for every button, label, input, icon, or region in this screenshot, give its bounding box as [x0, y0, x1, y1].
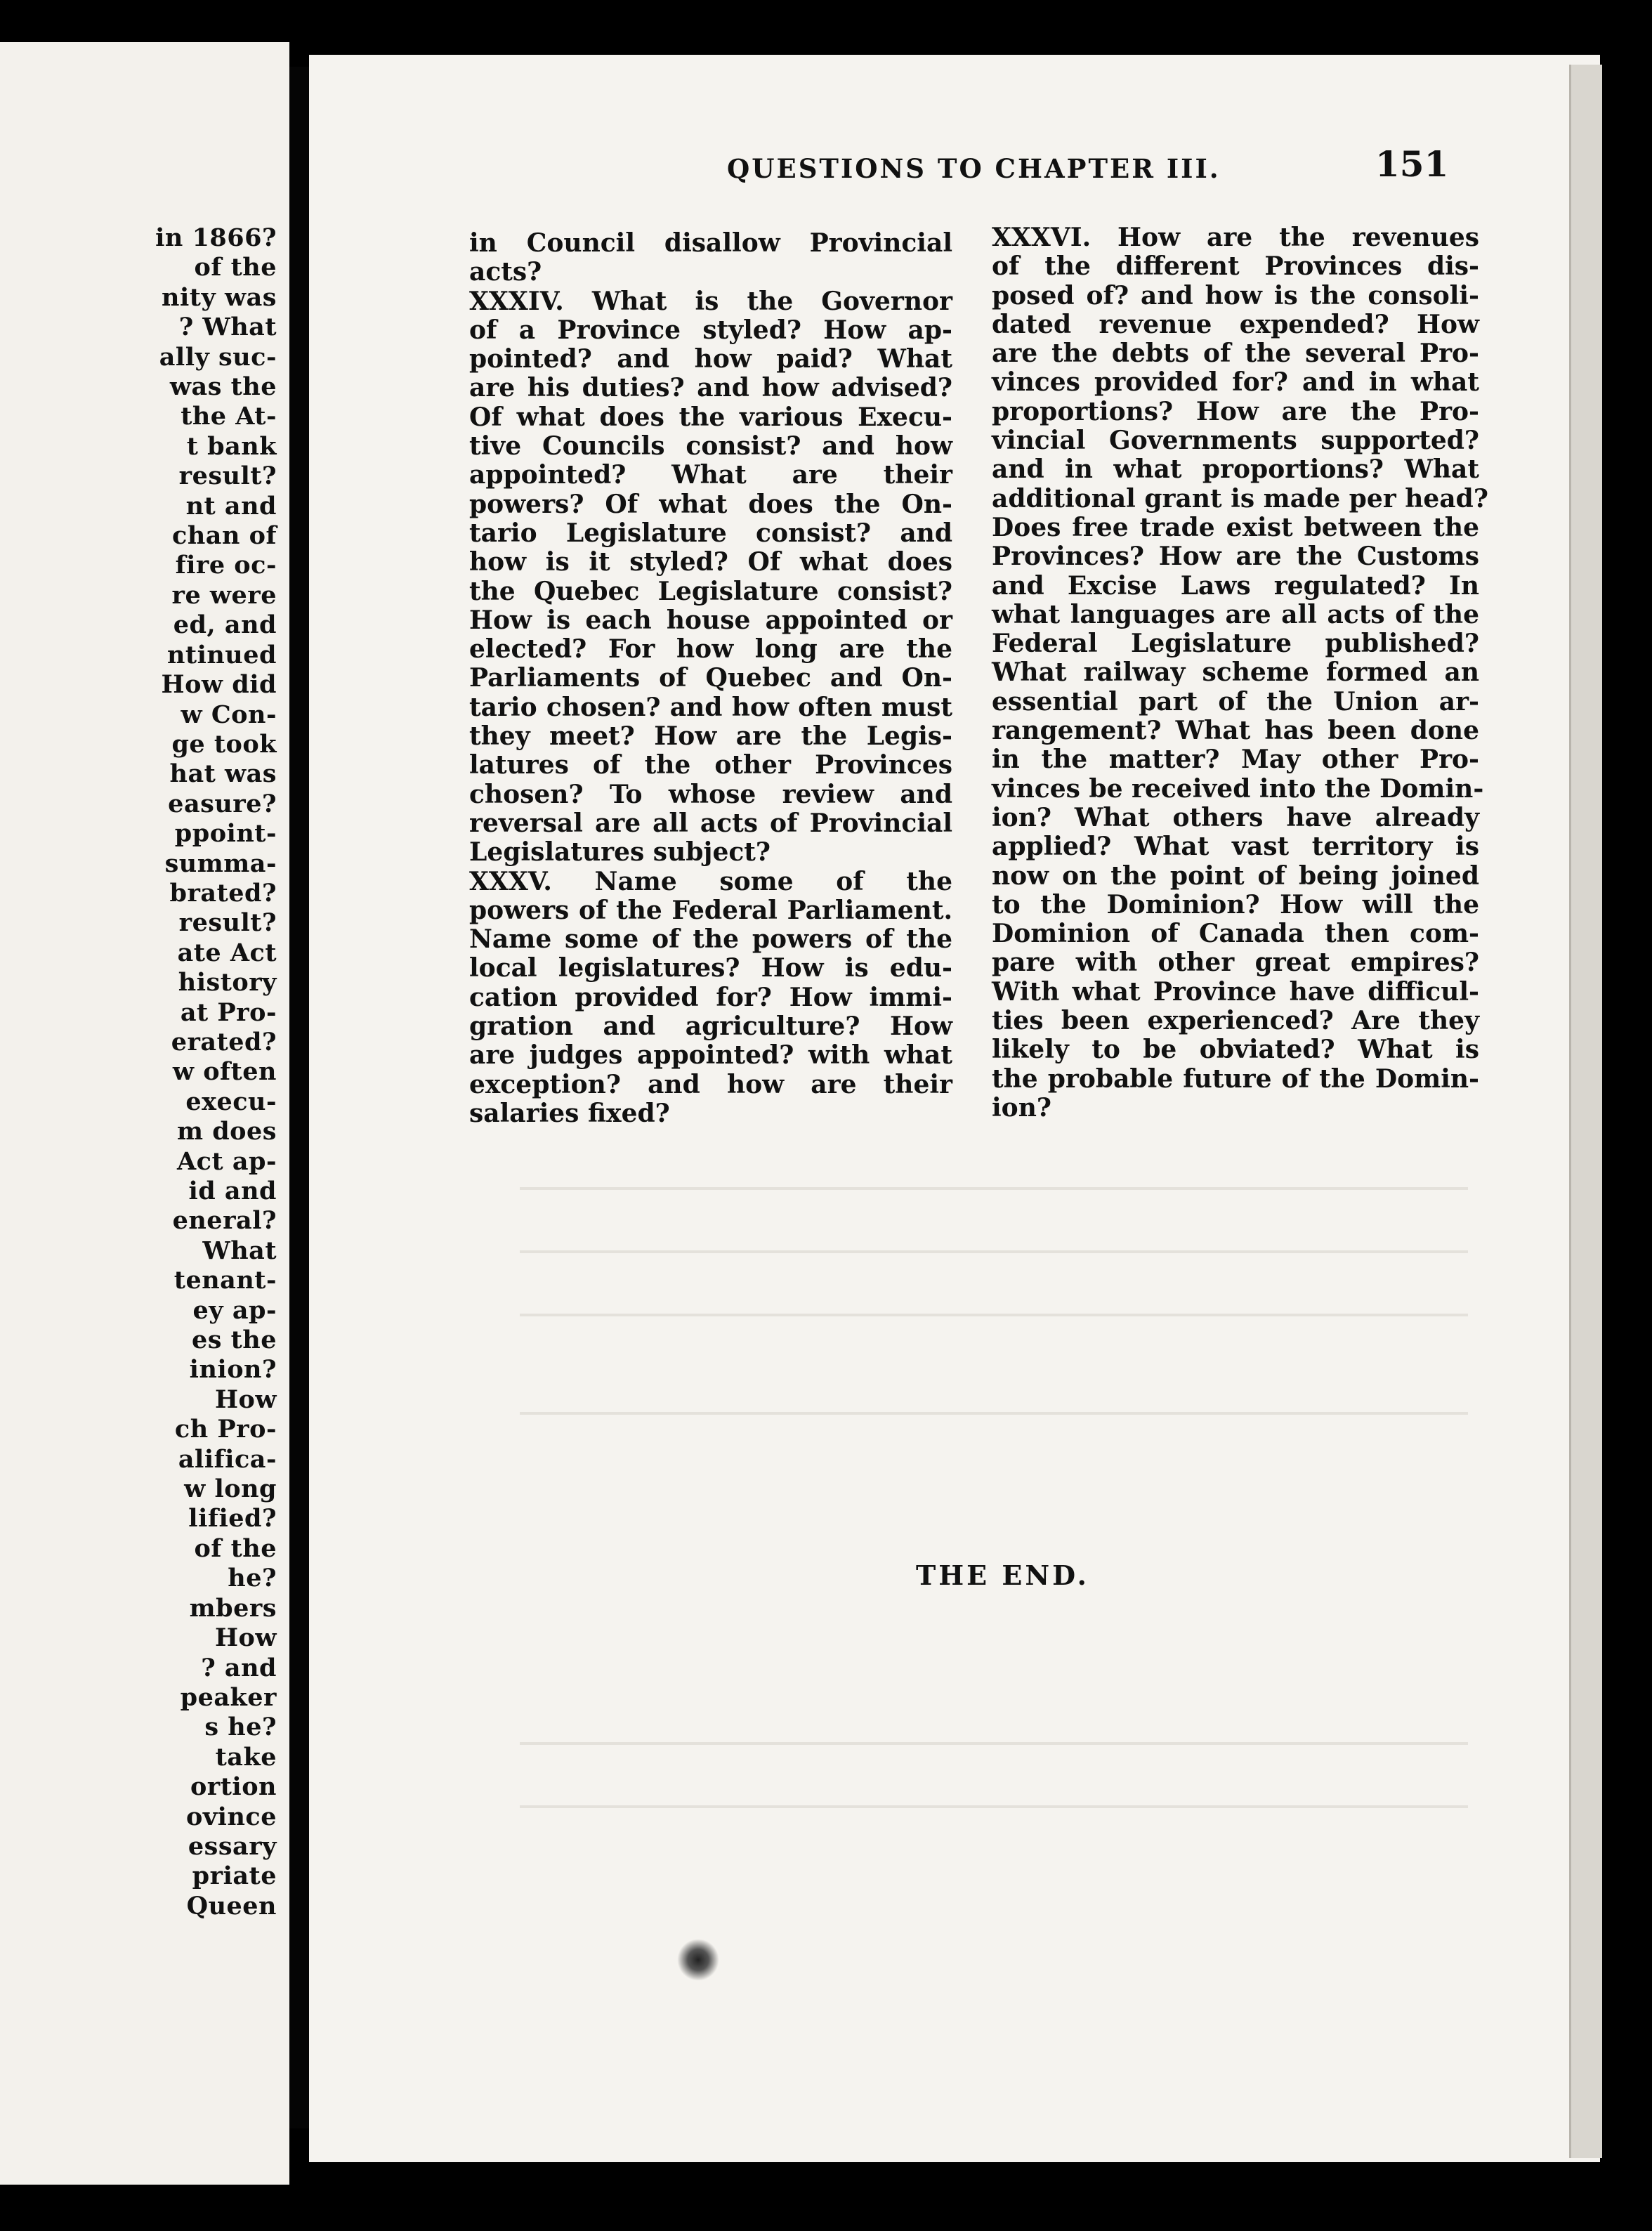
text-line: the Quebec Legislature consist?: [469, 576, 952, 606]
text-line: priate: [192, 1862, 277, 1891]
text-line: peaker: [180, 1682, 277, 1712]
text-line: ? and: [201, 1653, 277, 1682]
text-line: XXXV. Name some of the: [469, 866, 952, 896]
text-line: es the: [191, 1326, 277, 1355]
text-line: of a Province styled? How ap-: [469, 315, 952, 345]
text-line: the At-: [181, 402, 277, 431]
text-column-right: [992, 223, 1488, 1123]
text-line: elected? For how long are the: [469, 634, 952, 665]
text-line: Federal Legislature published?: [992, 629, 1479, 659]
text-line: What railway scheme formed an: [992, 657, 1479, 688]
text-line: ed, and: [173, 610, 277, 640]
show-through-line: [520, 1742, 1468, 1745]
text-line: chosen? To whose review and: [469, 779, 952, 809]
text-line: How: [214, 1385, 277, 1414]
text-line: cation provided for? How immi-: [469, 982, 952, 1012]
text-line: How did: [161, 670, 277, 700]
text-line: What: [202, 1236, 277, 1265]
running-header: QUESTIONS TO CHAPTER III.: [727, 153, 1221, 184]
text-line: tario Legislature consist? and: [469, 518, 952, 548]
text-line: Name some of the powers of the: [469, 924, 952, 955]
text-line: result?: [178, 462, 277, 491]
text-line: are judges appointed? with what: [469, 1040, 952, 1071]
text-line: they meet? How are the Legis-: [469, 721, 952, 752]
text-line: ge took: [171, 729, 277, 759]
text-line: Queen: [186, 1891, 277, 1921]
text-line: take: [215, 1742, 277, 1772]
text-line: what languages are all acts of the: [992, 599, 1479, 629]
text-line: are the debts of the several Pro-: [992, 339, 1479, 369]
text-line: tenant-: [173, 1266, 277, 1295]
text-line: nt and: [185, 491, 277, 521]
text-line: w often: [172, 1057, 277, 1087]
text-line: to the Dominion? How will the: [992, 889, 1479, 920]
text-line: ate Act: [177, 938, 277, 967]
text-line: how is it styled? Of what does: [469, 547, 952, 577]
text-line: powers of the Federal Parliament.: [469, 895, 952, 925]
text-line: vinces be received into the Domin-: [992, 773, 1484, 804]
text-line: essential part of the Union ar-: [992, 686, 1479, 717]
text-line: alifica-: [178, 1444, 277, 1474]
text-line: How is each house appointed or: [469, 605, 952, 635]
text-line: ion?: [992, 1092, 1051, 1123]
text-line: powers? Of what does the On-: [469, 489, 952, 519]
text-line: id and: [188, 1177, 277, 1205]
text-line: ch Pro-: [174, 1415, 277, 1444]
text-line: ntinued: [166, 640, 277, 669]
text-line: ties been experienced? Are they: [992, 1006, 1479, 1036]
text-line: t bank: [186, 431, 277, 461]
text-line: Legislatures subject?: [469, 837, 771, 868]
text-column-left: [469, 229, 952, 1128]
text-line: are his duties? and how advised?: [469, 373, 952, 403]
text-line: nity was: [162, 282, 277, 312]
text-line: eneral?: [172, 1206, 277, 1236]
text-line: local legislatures? How is edu-: [469, 953, 952, 983]
book-gutter: [289, 67, 309, 2128]
text-line: fire oc-: [175, 551, 277, 580]
text-line: rangement? What has been done: [992, 716, 1479, 746]
text-line: appointed? What are their: [469, 460, 952, 490]
text-line: vinces provided for? and in what: [992, 367, 1479, 398]
text-line: of the: [194, 253, 277, 282]
text-line: dated revenue expended? How: [992, 309, 1479, 339]
show-through-line: [520, 1412, 1468, 1415]
text-line: Parliaments of Quebec and On-: [469, 663, 952, 693]
text-line: ? What: [178, 313, 277, 342]
text-line: With what Province have difficul-: [992, 976, 1479, 1007]
text-line: s he?: [204, 1713, 277, 1742]
text-line: Dominion of Canada then com-: [992, 919, 1479, 949]
text-line: brated?: [169, 878, 277, 908]
text-line: now on the point of being joined: [992, 861, 1479, 891]
text-line: and Excise Laws regulated? In: [992, 570, 1479, 601]
show-through-line: [520, 1250, 1468, 1253]
show-through-line: [520, 1187, 1468, 1190]
text-line: additional grant is made per head?: [992, 483, 1488, 513]
text-line: Provinces? How are the Customs: [992, 542, 1479, 572]
text-line: Does free trade exist between the: [992, 512, 1479, 542]
text-line: tario chosen? and how often must: [469, 692, 952, 722]
text-line: latures of the other Provinces: [469, 750, 952, 780]
text-line: of the: [194, 1533, 277, 1563]
text-line: easure?: [168, 789, 277, 818]
text-line: reversal are all acts of Provincial: [469, 808, 952, 838]
text-line: XXXIV. What is the Governor: [469, 286, 952, 316]
text-line: likely to be obviated? What is: [992, 1035, 1479, 1065]
text-line: pointed? and how paid? What: [469, 344, 952, 374]
text-line: tive Councils consist? and how: [469, 431, 952, 462]
show-through-line: [520, 1805, 1468, 1808]
text-line: ey ap-: [192, 1295, 277, 1325]
text-line: Act ap-: [177, 1146, 277, 1176]
text-line: of the different Provinces dis-: [992, 251, 1479, 282]
text-line: ortion: [190, 1772, 277, 1802]
text-line: summa-: [164, 849, 277, 878]
text-line: w Con-: [181, 700, 277, 729]
text-line: was the: [169, 372, 277, 402]
text-line: at Pro-: [180, 997, 277, 1027]
text-line: pare with other great empires?: [992, 948, 1479, 978]
text-line: ovince: [185, 1802, 277, 1831]
text-line: acts?: [469, 257, 542, 287]
left-page-text: [0, 223, 277, 1921]
text-line: vincial Governments supported?: [992, 426, 1479, 456]
text-line: proportions? How are the Pro-: [992, 396, 1479, 426]
text-line: XXXVI. How are the revenues: [992, 223, 1479, 252]
text-line: history: [178, 968, 277, 997]
text-line: re were: [171, 580, 277, 610]
text-line: erated?: [171, 1027, 277, 1056]
text-line: m does: [176, 1117, 277, 1146]
the-end-heading: THE END.: [916, 1559, 1089, 1591]
text-line: ally suc-: [159, 342, 277, 372]
text-line: Of what does the various Execu-: [469, 402, 952, 432]
text-line: ppoint-: [174, 819, 277, 849]
text-line: How: [214, 1623, 277, 1653]
text-line: applied? What vast territory is: [992, 832, 1479, 862]
left-page-fragment: [0, 42, 289, 2185]
text-line: gration and agriculture? How: [469, 1012, 952, 1042]
ink-smudge: [677, 1939, 719, 1981]
text-line: essary: [188, 1831, 277, 1861]
show-through-line: [520, 1314, 1468, 1316]
text-line: the probable future of the Domin-: [992, 1064, 1479, 1094]
page-number: 151: [1375, 143, 1449, 185]
text-line: ion? What others have already: [992, 802, 1479, 832]
text-line: mbers: [189, 1593, 277, 1623]
text-line: result?: [178, 908, 277, 938]
text-line: hat was: [169, 759, 277, 789]
page-edge: [1569, 65, 1602, 2158]
text-line: and in what proportions? What: [992, 454, 1479, 485]
text-line: he?: [228, 1564, 277, 1593]
text-line: posed of? and how is the consoli-: [992, 280, 1479, 310]
text-line: execu-: [185, 1087, 277, 1116]
text-line: w long: [184, 1474, 277, 1504]
text-line: in 1866?: [155, 223, 277, 252]
text-line: salaries fixed?: [469, 1098, 670, 1128]
text-line: chan of: [172, 521, 277, 551]
text-line: exception? and how are their: [469, 1069, 952, 1099]
text-line: in Council disallow Provincial: [469, 228, 952, 258]
text-line: inion?: [189, 1355, 277, 1385]
text-line: lified?: [188, 1504, 277, 1533]
text-line: in the matter? May other Pro-: [992, 745, 1479, 775]
